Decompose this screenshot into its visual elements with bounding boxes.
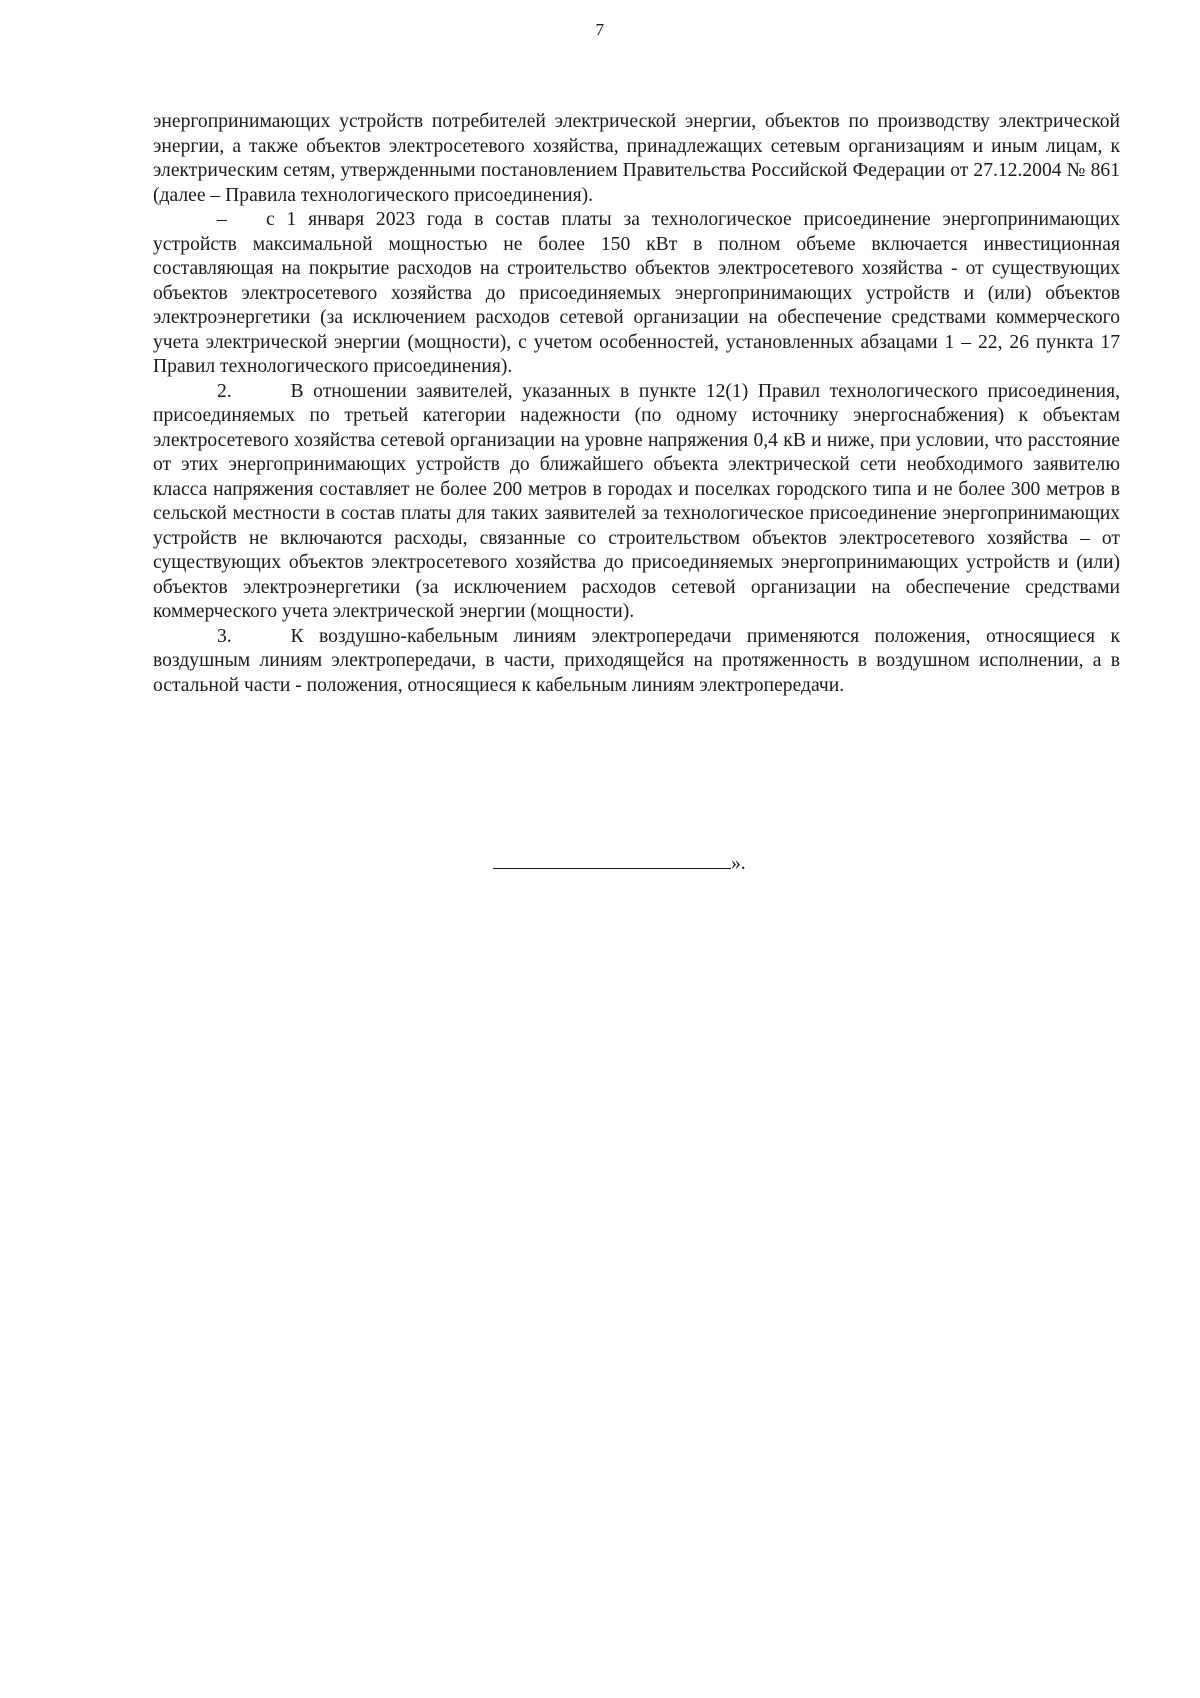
paragraph-continuation: энергопринимающих устройств потребителей электрической энергии, объектов по производству электрической энергии, а также объектов электросетевого хозяйства, принадлежащих сетевым организациям и иным лицам, к электрическим сетям, утвержденными постановлением Правительства Российской Федерации от 27.12.2004 № 861 (далее – Правила технологического присоединения).	[153, 111, 1120, 206]
signature-rule	[493, 848, 731, 869]
closing-line	[493, 848, 746, 876]
page-number: 7	[595, 20, 605, 39]
closing-quote-mark: ».	[731, 853, 746, 874]
paragraph-dash-item: – с 1 января 2023 года в состав платы за технологическое присоединение энергопринимающих устройств максимальной мощностью не более 150 кВт в полном объеме включается инвестиционная составляющая на покрытие расходов на строительство объектов электросетевого хозяйства - от существующих объектов электросетевого хозяйства до присоединяемых энергопринимающих устройств и (или) объектов электроэнергетики (за исключением расходов сетевой организации на обеспечение средствами коммерческого учета электрической энергии (мощности), с учетом особенностей, установленных абзацами 1 – 22, 26 пункта 17 Правил технологического присоединения).	[153, 209, 1120, 377]
paragraph-item-2: 2. В отношении заявителей, указанных в пункте 12(1) Правил технологического присоединения, присоединяемых по третьей категории надежности (по одному источнику энергоснабжения) к объектам электросетевого хозяйства сетевой организации на уровне напряжения 0,4 кВ и ниже, при условии, что расстояние от этих энергопринимающих устройств до ближайшего объекта электрической сети необходимого заявителю класса напряжения составляет не более 200 метров в городах и поселках городского типа и не более 300 метров в сельской местности в состав платы для таких заявителей за технологическое присоединение энергопринимающих устройств не включаются расходы, связанные со строительством объектов электросетевого хозяйства – от существующих объектов электросетевого хозяйства до присоединяемых энергопринимающих устройств и (или) объектов электроэнергетики (за исключением расходов сетевой организации на обеспечение средствами коммерческого учета электрической энергии (мощности).	[153, 380, 1120, 622]
paragraph-item-3: 3. К воздушно-кабельным линиям электропередачи применяются положения, относящиеся к воздушным линиям электропередачи, в части, приходящейся на протяженность в воздушном исполнении, а в остальной части - положения, относящиеся к кабельным линиям электропередачи.	[153, 625, 1120, 696]
document-body	[153, 110, 1120, 698]
